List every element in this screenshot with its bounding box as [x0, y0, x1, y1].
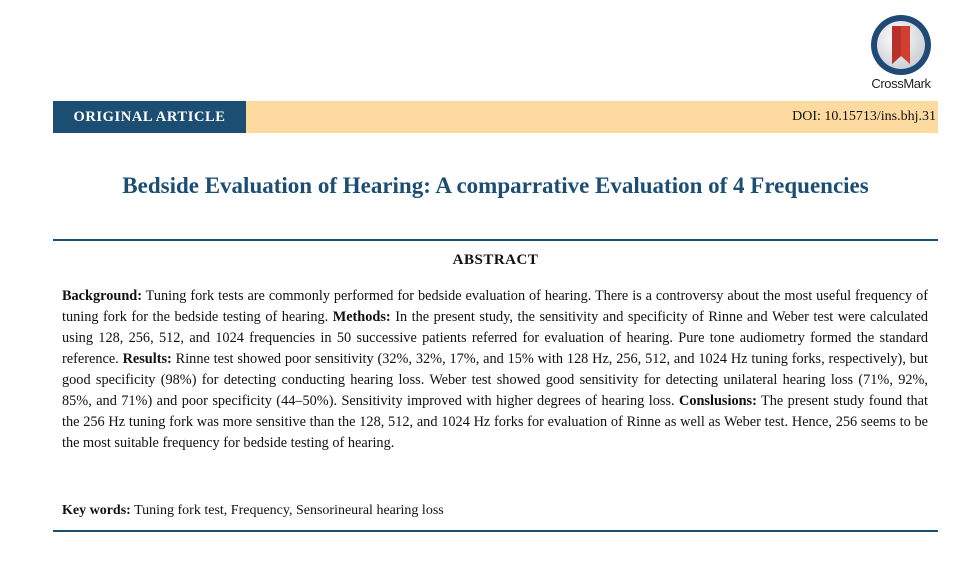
conclusions-text: The present study found that the 256 Hz tuning fork was more sensitive than the 128, 512, and 1024 Hz forks for evaluation of Rinne as well as Weber test. Hence, 256 seems to be the most suitable frequency for bedside testing of hearing.	[62, 393, 929, 451]
abstract-body	[62, 286, 928, 454]
keywords	[62, 502, 928, 520]
keywords-label: Key words:	[62, 503, 131, 518]
divider-bottom	[53, 530, 938, 532]
article-type-tag: ORIGINAL ARTICLE	[53, 101, 246, 133]
background-text: Tuning fork tests are commonly performed for bedside evaluation of hearing. There is a controversy about the most useful frequency of tuning fork for the bedside testing of hearing.	[62, 288, 928, 325]
crossmark-badge[interactable]	[858, 10, 944, 94]
article-title: Bedside Evaluation of Hearing: A comparrative Evaluation of 4 Frequencies	[122, 173, 869, 198]
methods-text: In the present study, the sensitivity and specificity of Rinne and Weber test were calculated using 128, 256, 512, and 1024 frequencies in 50 successive patients referred for evaluation of hearing. Pure tone audiometry formed the standard reference.	[62, 309, 928, 367]
background-label: Background:	[62, 288, 142, 304]
keywords-text: Tuning fork test, Frequency, Sensorineural hearing loss	[130, 503, 444, 518]
abstract-heading: ABSTRACT	[452, 252, 539, 268]
conclusions-label: Conslusions:	[679, 393, 757, 409]
article-banner	[53, 101, 938, 133]
doi-link[interactable]: DOI: 10.15713/ins.bhj.31	[792, 109, 936, 124]
crossmark-label: CrossMark	[871, 76, 931, 91]
crossmark-icon	[868, 12, 934, 78]
methods-label: Methods:	[332, 309, 391, 325]
divider-top	[53, 239, 938, 241]
results-text: Rinne test showed poor sensitivity (32%, 32%, 17%, and 15% with 128 Hz, 256, 512, and 1024 Hz tuning forks, respectively), but good specificity (98%) for detecting conducting hearing loss. Weber test showed good sensitivity for detecting unilateral hearing loss (71%, 92%, 85%, and 71%) and poor specificity (44–50%). Sensitivity improved with higher degrees of hearing loss.	[62, 351, 928, 409]
results-label: Results:	[122, 351, 172, 367]
